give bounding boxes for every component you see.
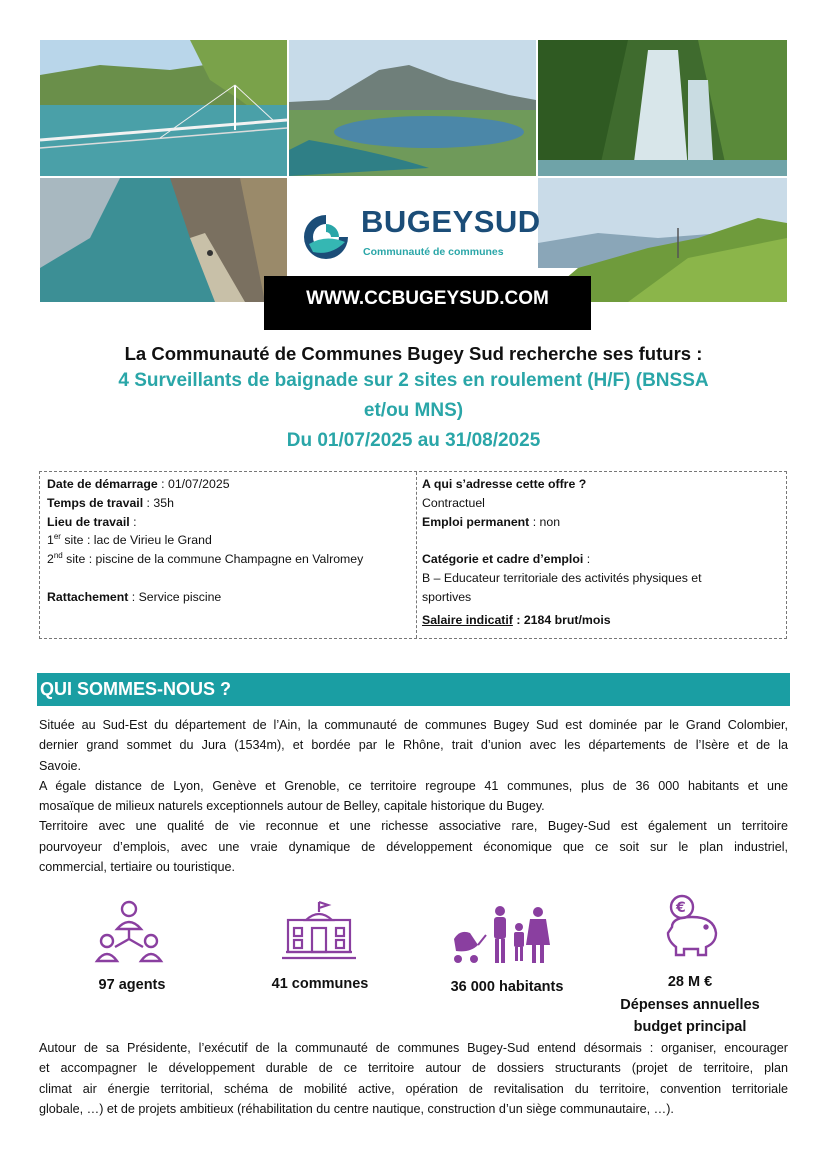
work-time-value: : 35h	[143, 495, 174, 510]
site2-sup: nd	[53, 551, 63, 561]
audience-label: A qui s’adresse cette offre ?	[422, 477, 587, 491]
site1-sup: er	[53, 532, 61, 542]
headline-dates: Du 01/07/2025 au 31/08/2025	[286, 430, 541, 451]
category-label: Catégorie et cadre d’emploi	[422, 552, 584, 567]
work-time-label: Temps de travail	[47, 495, 144, 510]
photo-river-cyclists	[40, 178, 287, 302]
stat-budget-label1: Dépenses annuelles	[620, 997, 760, 1013]
headline-intro: La Communauté de Communes Bugey Sud recherche ses futurs :	[124, 343, 703, 364]
site2-number: 2	[47, 552, 54, 567]
svg-text:€: €	[676, 900, 686, 916]
attachment-value: : Service piscine	[128, 589, 222, 604]
about-paragraph-executive: Autour de sa Présidente, l’exécutif de la communauté de communes Bugey-Sud entend désormais : organiser, encourager et accompagner le développement durable de ce territoire autour de dossiers structurants (projet de territoire, plan climat air énergie territorial, schéma de mobilité active, opération de revitalisation du territoire, convention territoriale globale, …) et de projets ambitieux (réhabilitation du centre nautique, construction d’un siège communautaire, …).	[39, 1041, 788, 1116]
logo-area	[289, 178, 541, 278]
logo-subtitle: Communauté de communes	[363, 246, 504, 258]
piggy-bank-euro-icon	[662, 893, 722, 959]
agents-network-icon	[93, 895, 165, 967]
bugeysud-logo-icon	[301, 212, 351, 262]
category-line1: B – Educateur territoriale des activités physiques et	[422, 570, 702, 585]
stat-budget-label2: budget principal	[633, 1019, 747, 1035]
city-hall-icon	[280, 900, 358, 962]
stat-budget-amount: 28 M €	[667, 974, 713, 990]
workplace-colon: :	[129, 514, 137, 529]
stat-agents: 97 agents	[98, 977, 166, 993]
workplace-label: Lieu de travail	[47, 514, 130, 529]
permanent-label: Emploi permanent	[422, 514, 530, 529]
start-date-label: Date de démarrage	[47, 477, 158, 491]
permanent-value: : non	[529, 514, 561, 529]
section-title-about: QUI SOMMES-NOUS ?	[37, 673, 790, 706]
offer-details-table	[39, 471, 787, 639]
headline-job-title: 4 Surveillants de baignade sur 2 sites en roulement (H/F) (BNSSA	[118, 370, 709, 391]
start-date-value: : 01/07/2025	[157, 477, 230, 491]
salary-label: Salaire indicatif	[422, 612, 513, 627]
photo-waterfall	[538, 40, 787, 176]
category-line2: sportives	[422, 589, 472, 604]
offer-details-right	[422, 475, 782, 629]
stat-habitants: 36 000 habitants	[450, 979, 564, 995]
website-banner[interactable]: WWW.CCBUGEYSUD.COM	[264, 276, 591, 330]
salary-value: : 2184 brut/mois	[512, 612, 611, 627]
site1-text: site : lac de Virieu le Grand	[60, 533, 212, 548]
category-colon: :	[583, 552, 591, 567]
logo-wordmark: BUGEYSUD	[361, 204, 541, 239]
photo-lake-bridge	[40, 40, 287, 176]
family-icon	[450, 905, 550, 967]
site1-number: 1	[47, 533, 54, 548]
attachment-label: Rattachement	[47, 589, 129, 604]
site2-text: site : piscine de la commune Champagne en Valromey	[62, 552, 364, 567]
stat-communes: 41 communes	[271, 976, 369, 992]
about-paragraph-1: Située au Sud-Est du département de l’Ain, la communauté de communes Bugey Sud est dominée par le Grand Colombier, dernier grand sommet du Jura (1534m), et bordée par le Rhône, trait d’union avec les départements de l’Isère et de la Savoie. A égale distance de Lyon, Genève et Grenoble, ce territoire regroupe 41 communes, plus de 36 000 habitants et une mosaïque de milieux naturels exceptionnels autour de Belley, capitale historique du Bugey. Territoire avec une qualité de vie reconnue et une richesse associative rare, Bugey-Sud est également un territoire pourvoyeur d’emplois, avec une vraie dynamique de développement économique que ce soit sur le plan industriel, commercial, tertiaire ou touristique.	[39, 718, 788, 875]
offer-details-left	[47, 475, 417, 607]
headline-job-title-cont: et/ou MNS)	[363, 400, 464, 421]
photo-lake-mountain	[289, 40, 536, 176]
audience-value: Contractuel	[422, 495, 485, 510]
